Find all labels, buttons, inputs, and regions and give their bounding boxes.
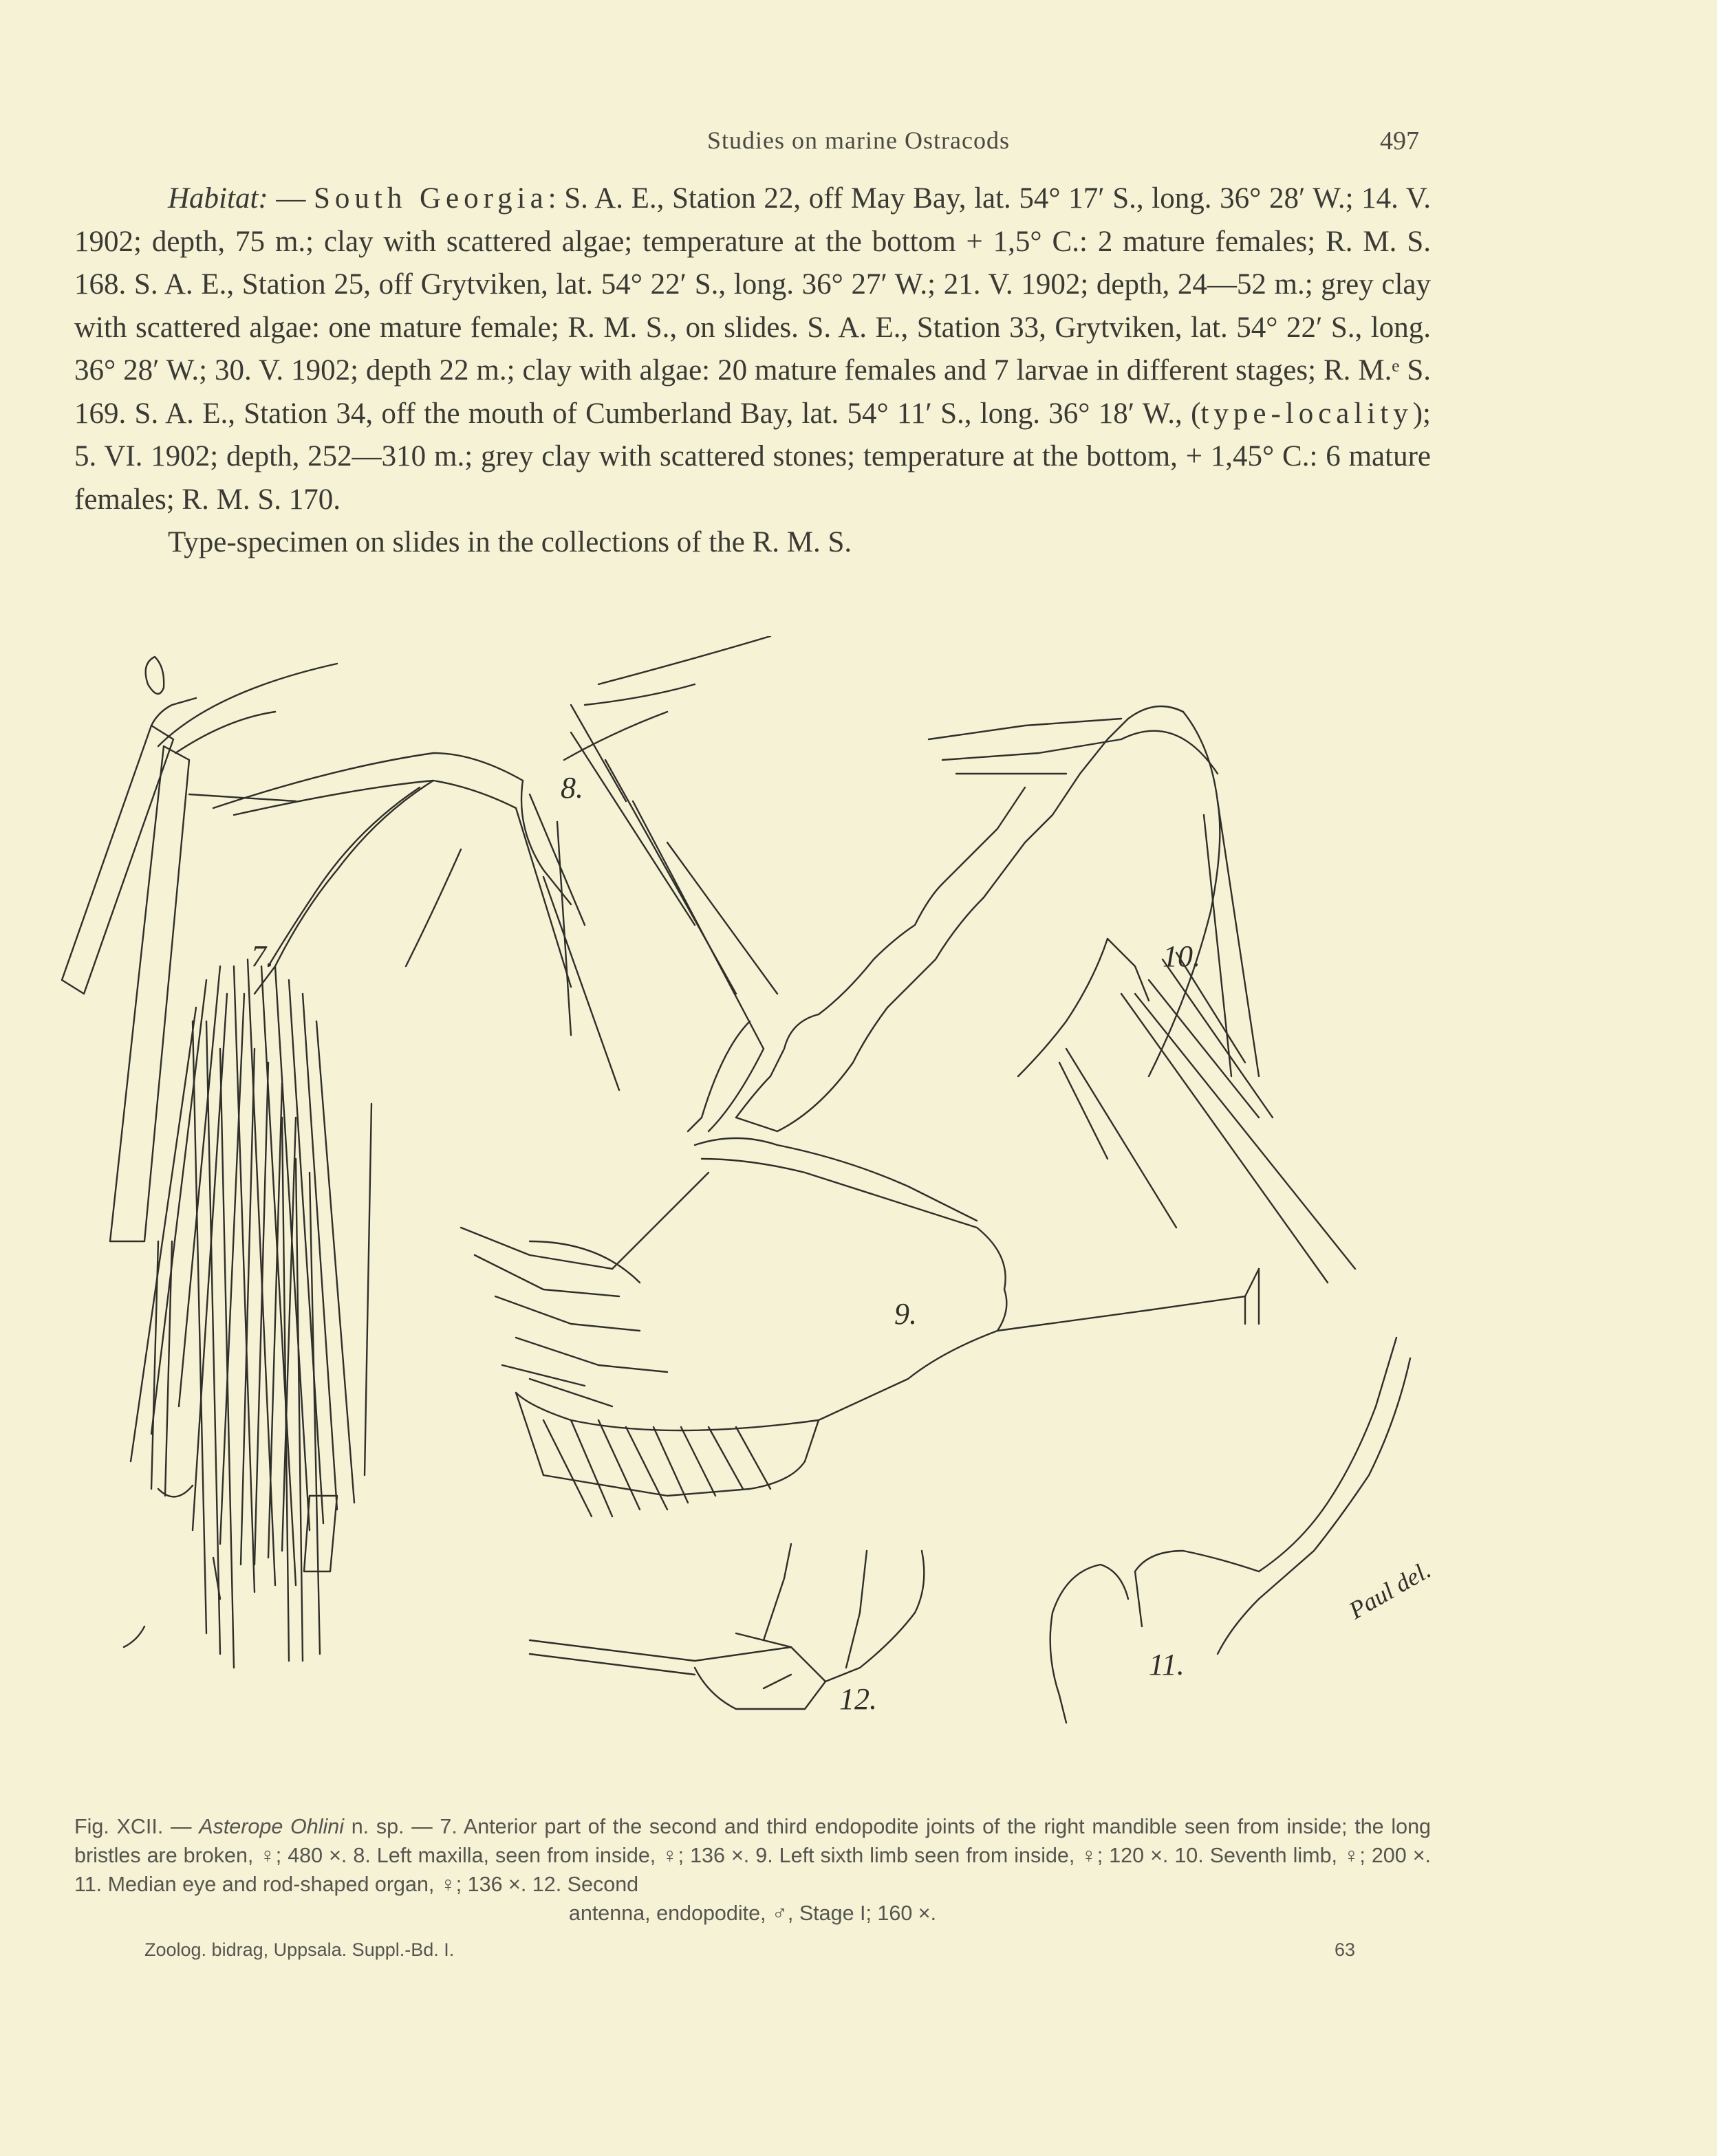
habitat-text-end: ); 5. VI. 1902; depth, 252—310 m.; grey clay with scattered stones; temperature at the bottom, + 1,45° C.: 6 mature females; R. M. S. 170. [74,397,1431,516]
signature-mark: 63 [1335,1939,1356,1960]
caption-fig-number: Fig. XCII. — [74,1815,199,1838]
page-header [0,126,1717,160]
habitat-paragraph [74,177,1431,521]
fig9-sixth-limb [461,1021,1259,1516]
caption-last-line: antenna, endopodite, ♂, Stage I; 160 ×. [568,1902,937,1925]
location-name: South Georgia [313,182,548,215]
fig-label-7: 7. [251,939,274,973]
caption-text: n. sp. — 7. Anterior part of the second and third endopodite joints of the right mandible seen from inside; the long bristles are broken, ♀; 480 ×. 8. Left maxilla, seen from inside, ♀; 136 ×. 9. Left sixth limb seen from inside, ♀; 120 ×. 10. Seventh limb, ♀; 200 ×. 11. Median eye and rod-shaped organ, ♀; 136 ×. 12. Second [74,1815,1431,1896]
fig10-seventh-limb [736,706,1355,1283]
caption-species: Asterope Ohlini [199,1815,344,1838]
fig8-maxilla [213,636,777,1090]
figure-xcii [48,636,1451,1805]
fig-label-9: 9. [894,1297,917,1331]
artist-signature: Paul del. [1344,1556,1436,1624]
habitat-dash: — [268,182,314,215]
habitat-text: : S. A. E., Station 22, off May Bay, lat. 54° 17′ S., long. 36° 28′ W.; 14. V. 1902; depth, 75 m.; clay with scattered algae; temperature at the bottom + 1,5° C.: 2 mature females; R. M. S. 168. S. A. E., Station 25, off Grytviken, lat. 54° 22′ S., long. 36° 27′ W.; 21. V. 1902; depth, 24—52 m.; grey clay with scattered algae: one mature female; R. M. S., on slides. S. A. E., Station 33, Grytviken, lat. 54° 22′ S., long. 36° 28′ W.; 30. V. 1902; depth 22 m.; clay with algae: 20 mature females and 7 larvae in different stages; R. M.ᵉ S. 169. S. A. E., Station 34, off the mouth of Cumberland Bay, lat. 54° 11′ S., long. 36° 18′ W., ( [74,182,1432,430]
fig7-bristles [131,959,354,1668]
fig-label-12: 12. [839,1682,877,1716]
running-title: Studies on marine Ostracods [707,127,1010,154]
fig-label-8: 8. [561,771,583,805]
habitat-label: Habitat: [168,182,268,215]
page-number: 497 [1380,127,1419,155]
type-specimen-paragraph: Type-specimen on slides in the collections of the R. M. S. [168,526,852,558]
caption-body [74,1812,1431,1899]
fig-label-10: 10. [1163,939,1200,973]
habitat-section [74,177,1431,565]
page-footer [0,1939,1717,1967]
type-locality: type-locality [1200,397,1413,430]
figure-caption [74,1812,1431,1928]
fig-label-11: 11. [1149,1648,1185,1681]
journal-name: Zoolog. bidrag, Uppsala. Suppl.-Bd. I. [144,1939,455,1960]
figure-drawing [48,636,1451,1805]
fig11-median-eye [1050,1338,1410,1723]
